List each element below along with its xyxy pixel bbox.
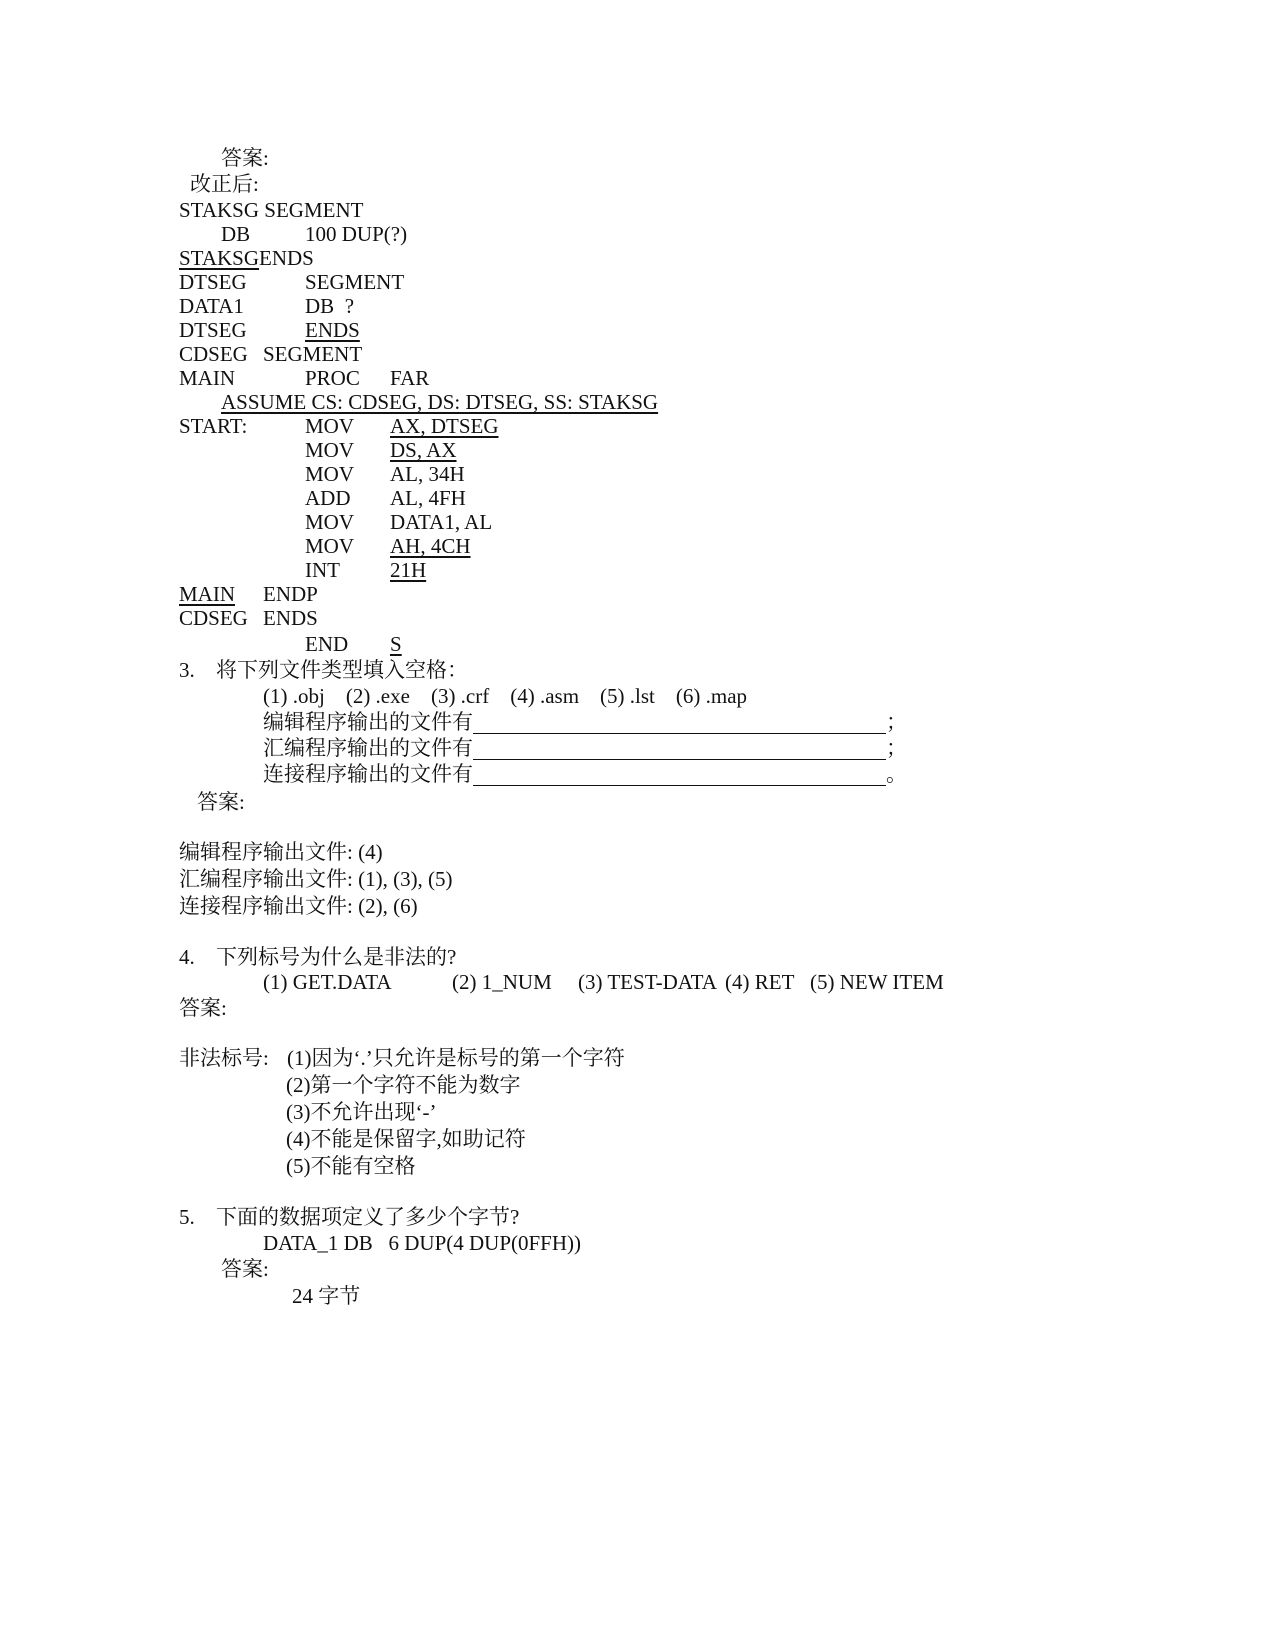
question-4-option: (3) TEST-DATA bbox=[578, 970, 717, 994]
question-3-number: 3. bbox=[179, 658, 195, 682]
code-line-main-endp-op: ENDP bbox=[263, 582, 318, 606]
code-line-code-seg-op: SEGMENT bbox=[263, 342, 363, 366]
answer-label: 答案: bbox=[221, 146, 269, 170]
question-4-option: (1) GET.DATA bbox=[263, 970, 392, 994]
question-4-answer-label: 答案: bbox=[179, 996, 227, 1020]
question-4-option: (5) NEW ITEM bbox=[810, 970, 944, 994]
fill-blank bbox=[473, 737, 886, 760]
question-3-answer-label: 答案: bbox=[197, 790, 245, 814]
code-instruction: MOV AX, DTSEG bbox=[305, 414, 499, 438]
code-line-stack-db-op: DB bbox=[221, 222, 251, 246]
question-4-text: 下列标号为什么是非法的? bbox=[216, 945, 457, 969]
illegal-reason: (3)不允许出现‘-’ bbox=[286, 1100, 437, 1124]
illegal-reason: (4)不能是保留字,如助记符 bbox=[286, 1127, 526, 1151]
question-5-text: 下面的数据项定义了多少个字节? bbox=[216, 1205, 520, 1229]
question-3-options: (1) .obj (2) .exe (3) .crf (4) .asm (5) .lst (6) .map bbox=[263, 684, 748, 708]
question-5-answer: 24 字节 bbox=[292, 1284, 361, 1308]
code-line-stack-seg: STAKSG SEGMENT bbox=[179, 198, 364, 222]
code-line-code-seg-label: CDSEG bbox=[179, 342, 248, 366]
illegal-reason: (5)不能有空格 bbox=[286, 1154, 416, 1178]
code-line-data-seg-label: DTSEG bbox=[179, 270, 247, 294]
code-line-data-var-label: DATA1 bbox=[179, 294, 244, 318]
question-3-text: 将下列文件类型填入空格： bbox=[216, 658, 468, 682]
code-line-data-ends-op: ENDS bbox=[305, 318, 360, 342]
question-3-answer-line: 汇编程序输出文件: (1), (3), (5) bbox=[179, 867, 453, 891]
illegal-reason: (1)因为‘.’只允许是标号的第一个字符 bbox=[287, 1046, 625, 1070]
code-line-main-endp-label: MAIN bbox=[179, 582, 235, 606]
question-5-number: 5. bbox=[179, 1205, 195, 1229]
code-line-main-label: MAIN bbox=[179, 366, 235, 390]
illegal-label: 非法标号: bbox=[179, 1046, 269, 1070]
code-line-code-ends-op: ENDS bbox=[263, 606, 318, 630]
code-line-code-ends-label: CDSEG bbox=[179, 606, 248, 630]
question-3-answer-line: 编辑程序输出文件: (4) bbox=[179, 840, 383, 864]
question-4-option: (4) RET bbox=[725, 970, 795, 994]
code-instruction: MOV DS, AX bbox=[305, 438, 457, 462]
code-line-main-far: FAR bbox=[390, 366, 430, 390]
code-line-data-seg-op: SEGMENT bbox=[305, 270, 405, 294]
question-5-code: DATA_1 DB 6 DUP(4 DUP(0FFH)) bbox=[263, 1231, 582, 1255]
code-line-data-var-def: DB ? bbox=[305, 294, 355, 318]
code-line-end-op: END bbox=[305, 632, 349, 656]
question-5-answer-label: 答案: bbox=[221, 1257, 269, 1281]
illegal-reason: (2)第一个字符不能为数字 bbox=[286, 1073, 521, 1097]
code-line-start-label: START: bbox=[179, 414, 248, 438]
code-instruction: INT 21H bbox=[305, 558, 427, 582]
fill-blank bbox=[473, 763, 886, 786]
code-line-data-ends-label: DTSEG bbox=[179, 318, 247, 342]
code-line-stack-ends: STAKSGENDS bbox=[179, 246, 314, 270]
fill-blank-line: 汇编程序输出的文件有 ； bbox=[263, 736, 907, 760]
code-line-end-arg: S bbox=[390, 632, 402, 656]
code-line-main-proc: PROC bbox=[305, 366, 360, 390]
fill-blank-line: 连接程序输出的文件有 。 bbox=[263, 762, 907, 786]
code-line-assume: ASSUME CS: CDSEG, DS: DTSEG, SS: STAKSG bbox=[221, 390, 659, 414]
fill-blank-line: 编辑程序输出的文件有 ； bbox=[263, 710, 907, 734]
fill-blank bbox=[473, 711, 886, 734]
question-4-number: 4. bbox=[179, 945, 195, 969]
code-line-stack-db-arg: 100 DUP(?) bbox=[305, 222, 408, 246]
fixed-label: 改正后: bbox=[190, 172, 259, 196]
code-instruction: ADD AL, 4FH bbox=[305, 486, 466, 510]
code-instruction: MOV AH, 4CH bbox=[305, 534, 471, 558]
code-instruction: MOV DATA1, AL bbox=[305, 510, 493, 534]
code-instruction: MOV AL, 34H bbox=[305, 462, 465, 486]
question-4-option: (2) 1_NUM bbox=[452, 970, 552, 994]
question-3-answer-line: 连接程序输出文件: (2), (6) bbox=[179, 894, 418, 918]
